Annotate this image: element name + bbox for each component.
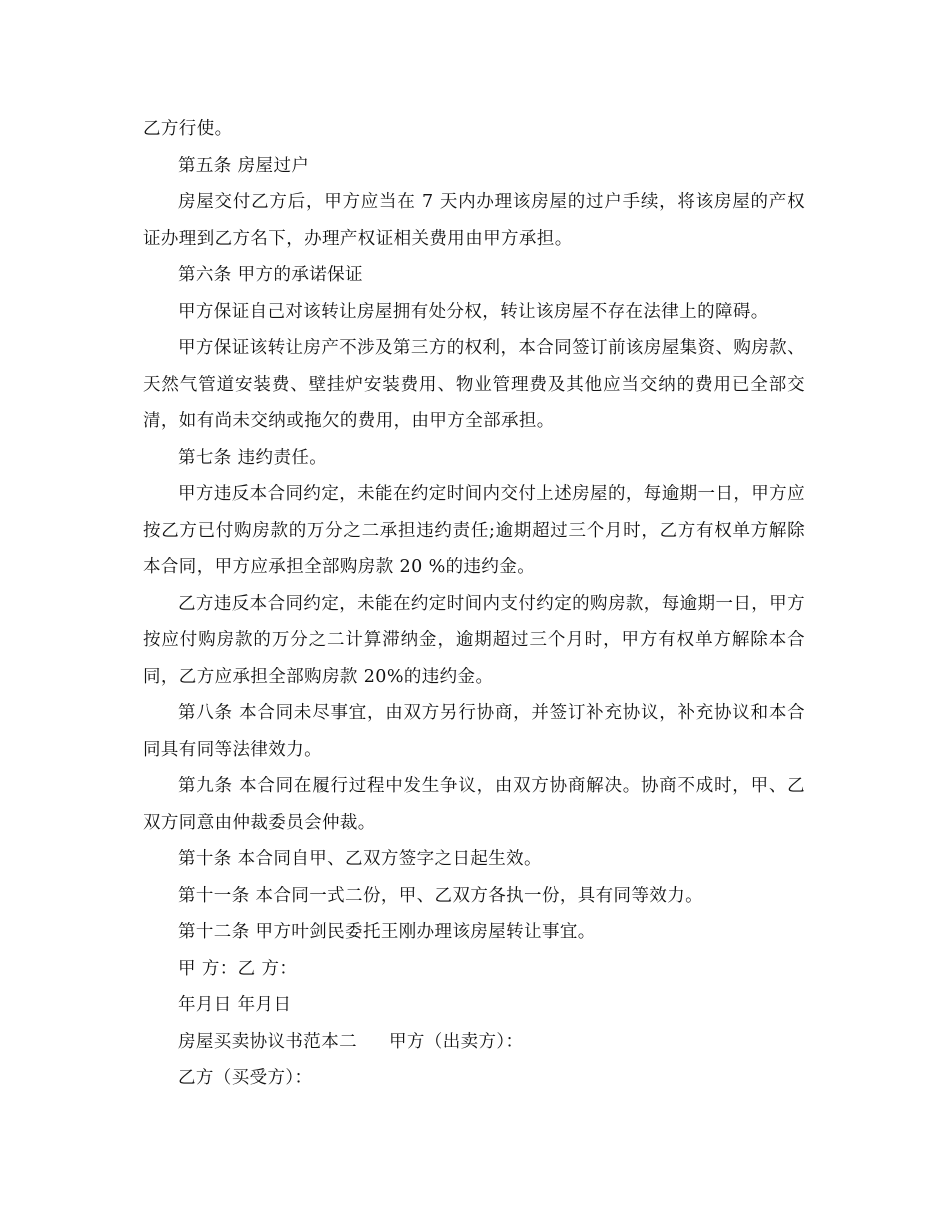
article-11: 第十一条 本合同一式二份，甲、乙双方各执一份，具有同等效力。 — [178, 885, 704, 906]
sample-heading-line — [143, 1024, 805, 1061]
document-body — [143, 111, 805, 1097]
article-10: 第十条 本合同自甲、乙双方签字之日起生效。 — [178, 849, 542, 869]
article-7-body-1: 甲方违反本合同约定，未能在约定时间内交付上述房屋的，每逾期一日，甲方应按乙方已付购房款的万分之二承担违约责任;逾期超过三个月时，乙方有权单方解除本合同，甲方应承担全部购房款 20 %的违约金。 — [143, 484, 805, 577]
article-12: 第十二条 甲方叶剑民委托王刚办理该房屋转让事宜。 — [178, 922, 596, 942]
article-6-body-2: 甲方保证该转让房产不涉及第三方的权利，本合同签订前该房屋集资、购房款、天然气管道安装费、壁挂炉安装费用、物业管理费及其他应当交纳的费用已全部交清，如有尚未交纳或拖欠的费用，由甲方全部承担。 — [143, 338, 805, 431]
seller-label: 甲方（出卖方）： — [389, 1031, 524, 1052]
buyer-line: 乙方（买受方）： — [178, 1068, 313, 1088]
article-8: 第八条 本合同未尽事宜，由双方另行协商，并签订补充协议，补充协议和本合同具有同等法律效力。 — [143, 703, 805, 760]
paragraph-continuation: 乙方行使。 — [143, 119, 233, 139]
sample-title: 房屋买卖协议书范本二 — [178, 1031, 357, 1052]
article-7-body-2: 乙方违反本合同约定，未能在约定时间内支付约定的购房款，每逾期一日，甲方按应付购房款的万分之二计算滞纳金，逾期超过三个月时，甲方有权单方解除本合同，乙方应承担全部购房款 20%的违约金。 — [143, 593, 805, 687]
article-7-heading: 第七条 违约责任。 — [178, 447, 328, 468]
article-5-body: 房屋交付乙方后，甲方应当在 7 天内办理该房屋的过户手续，将该房屋的产权证办理到乙方名下，办理产权证相关费用由甲方承担。 — [143, 192, 805, 249]
signature-parties: 甲 方：乙 方： — [178, 958, 298, 979]
signature-dates: 年月日 年月日 — [178, 995, 292, 1015]
article-6-heading: 第六条 甲方的承诺保证 — [178, 265, 363, 285]
article-5-heading: 第五条 房屋过户 — [178, 155, 310, 176]
article-6-body-1: 甲方保证自己对该转让房屋拥有处分权，转让该房屋不存在法律上的障碍。 — [178, 301, 769, 322]
article-9: 第九条 本合同在履行过程中发生争议，由双方协商解决。协商不成时，甲、乙双方同意由仲裁委员会仲裁。 — [143, 776, 805, 833]
